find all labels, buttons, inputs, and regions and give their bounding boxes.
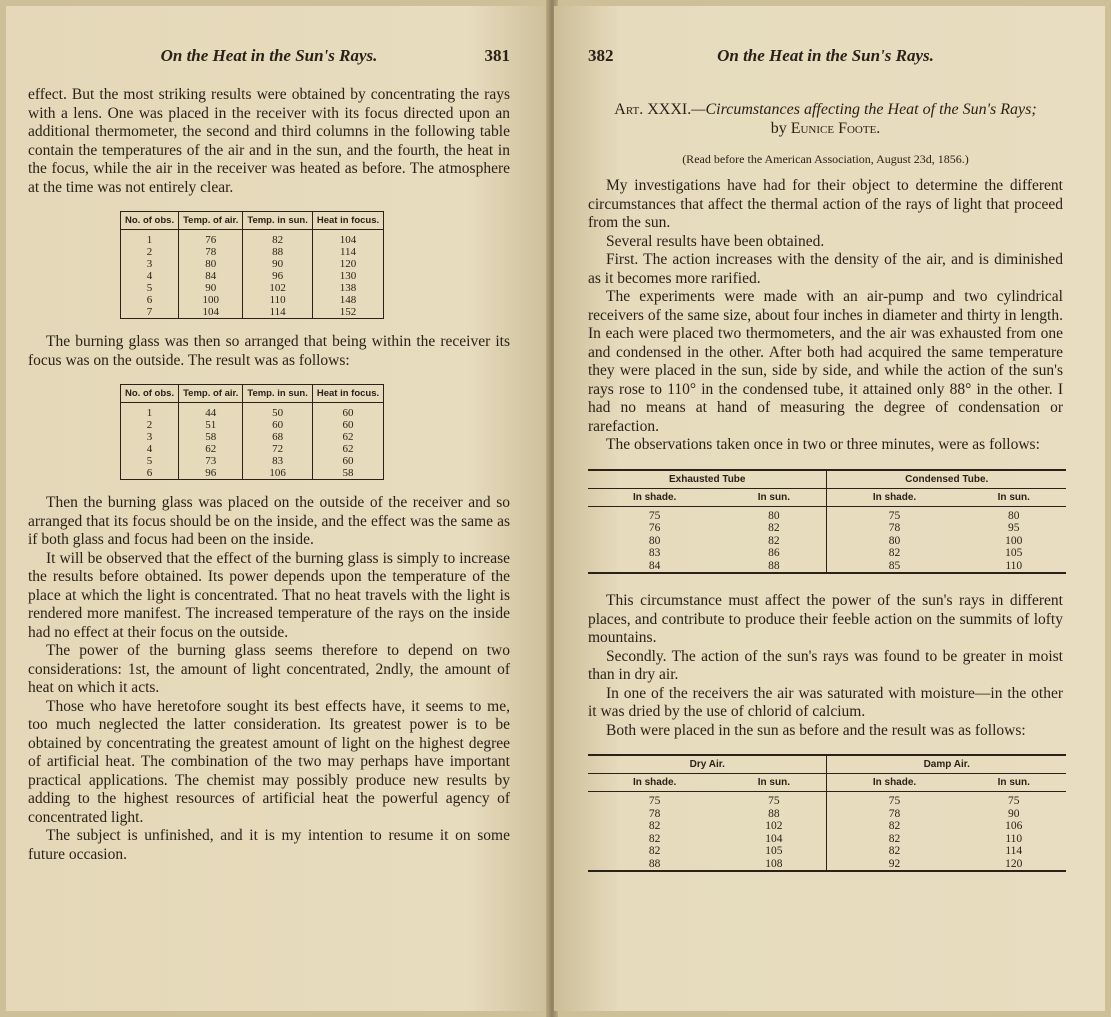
table-cell: 80 xyxy=(179,258,243,270)
table-cell: 110 xyxy=(1005,559,1023,572)
table-cell: 60 xyxy=(342,407,354,419)
table-row xyxy=(121,443,384,455)
table-cell: 6 xyxy=(121,294,179,306)
table-group-header: Exhausted Tube xyxy=(588,470,827,489)
table-cell: 86 xyxy=(768,547,780,559)
running-title: On the Heat in the Sun's Rays. xyxy=(160,46,378,65)
table-row xyxy=(588,808,1066,821)
article-label: Art. XXXI. xyxy=(614,101,692,118)
table-cell: 76 xyxy=(648,522,661,534)
table-cell: 76 xyxy=(179,230,243,247)
left-page xyxy=(6,6,550,1011)
table-cell: 62 xyxy=(342,443,354,455)
article-author xyxy=(588,119,1063,138)
table-cell: 62 xyxy=(179,443,243,455)
table-cell: 60 xyxy=(342,455,354,467)
article-title-text: —Circumstances affecting the Heat of the Sun's Rays; xyxy=(691,101,1037,118)
table-cell: 80 xyxy=(1008,509,1020,522)
table-cell: 68 xyxy=(243,431,313,443)
table-header: In sun. xyxy=(962,774,1066,792)
table-cell: 3 xyxy=(121,431,179,443)
paragraph: The burning glass was then so arranged that being within the receiver its focus was on the outside. The result was as follows: xyxy=(28,333,510,369)
table-cell: 105 xyxy=(1005,547,1023,559)
table-cell: 78 xyxy=(827,522,962,535)
paragraph: Both were placed in the sun as before and the result was as follows: xyxy=(606,721,1026,739)
running-title: On the Heat in the Sun's Rays. xyxy=(717,46,934,65)
table-cell: 82 xyxy=(827,820,962,833)
table-cell: 114 xyxy=(243,306,313,319)
paragraph: Then the burning glass was placed on the outside of the receiver and so arranged that its focus should be on the inside, and the effect was the same as if both glass and focus had been on the inside. xyxy=(28,494,510,548)
table-cell: 82 xyxy=(827,547,962,560)
table-cell: 90 xyxy=(243,258,313,270)
paragraph: In one of the receivers the air was saturated with moisture—in the other it was dried by the use of chlorid of calcium. xyxy=(588,684,1063,720)
table-cell: 102 xyxy=(243,282,313,294)
data-table-focus-outside xyxy=(120,384,384,480)
table-cell: 62 xyxy=(342,431,354,443)
table-cell: 82 xyxy=(768,534,780,547)
table-cell: 148 xyxy=(339,294,357,306)
table-cell: 106 xyxy=(243,467,313,480)
table-group-header: Condensed Tube. xyxy=(827,470,1066,489)
author-by: by xyxy=(770,120,787,137)
table-header: In shade. xyxy=(827,774,962,792)
table-row xyxy=(121,455,384,467)
table-row xyxy=(121,282,384,294)
table-cell: 60 xyxy=(342,419,354,431)
read-note: (Read before the American Association, August 23d, 1856.) xyxy=(682,152,969,166)
paragraph: The power of the burning glass seems therefore to depend on two considerations: 1st, the amount of light concentrated, 2ndly, the amount of heat on which it acts. xyxy=(28,642,510,696)
table-cell: 96 xyxy=(179,467,243,480)
table-cell: 60 xyxy=(243,419,313,431)
table-cell: 4 xyxy=(121,270,179,282)
table-row xyxy=(121,294,384,306)
table-cell: 84 xyxy=(179,270,243,282)
table-cell: 51 xyxy=(179,419,243,431)
article-title xyxy=(588,100,1063,138)
table-cell: 80 xyxy=(648,534,661,547)
table-cell: 114 xyxy=(1005,845,1023,857)
table-row xyxy=(121,306,384,319)
table-row xyxy=(121,431,384,443)
table-cell: 82 xyxy=(827,833,962,846)
table-cell: 80 xyxy=(827,535,962,548)
table-cell: 80 xyxy=(768,509,780,522)
table-cell: 75 xyxy=(827,792,962,808)
paragraph: The observations taken once in two or three minutes, were as follows: xyxy=(606,436,1040,453)
paragraph: Those who have heretofore sought its best effects have, it seems to me, too much neglected the latter consideration. Its greatest power is to be obtained by concentrating the greatest amount of light on the highest degree of artificial heat. The combination of the two may perhaps have important practical applications. The chemist may possibly produce new results by adding to the highest resources of artificial heat the powerful agency of concentrated light. xyxy=(28,697,510,826)
table-cell: 102 xyxy=(765,820,783,832)
table-cell: 75 xyxy=(768,795,780,807)
table-row xyxy=(588,792,1066,808)
table-cell: 82 xyxy=(648,845,661,857)
table-row xyxy=(588,560,1066,574)
table-cell: 7 xyxy=(121,306,179,319)
table-cell: 58 xyxy=(179,431,243,443)
table-cell: 6 xyxy=(121,467,179,480)
table-cell: 138 xyxy=(339,282,357,294)
table-cell: 100 xyxy=(179,294,243,306)
table-cell: 75 xyxy=(827,506,962,522)
table-cell: 4 xyxy=(121,443,179,455)
table-header: In sun. xyxy=(721,488,827,506)
table-cell: 58 xyxy=(342,467,354,479)
paragraph: It will be observed that the effect of the burning glass is simply to increase the results before obtained. Its power depends upon the temperature of the place at which the light is concentrated. That no heat travels with the light is rendered more manifest. The increased temperature of the rays on the inside had no effect at their focus on the outside. xyxy=(28,549,510,641)
table-cell: 84 xyxy=(648,559,661,572)
paragraph: Secondly. The action of the sun's rays was found to be greater in moist than in dry air. xyxy=(588,647,1063,683)
table-header: Heat in focus. xyxy=(312,212,383,230)
table-cell: 114 xyxy=(339,246,357,258)
table-cell: 90 xyxy=(1008,807,1020,820)
paragraph: This circumstance must affect the power of the sun's rays in different places, and contribute to produce their feeble action on the summits of lofty mountains. xyxy=(588,592,1063,646)
table-row xyxy=(121,467,384,480)
table-header: No. of obs. xyxy=(121,385,179,403)
table-cell: 82 xyxy=(827,845,962,858)
table-cell: 108 xyxy=(765,857,783,870)
data-table-focus-inside xyxy=(120,211,384,319)
paragraph: My investigations have had for their object to determine the different circumstances that affect the thermal action of the rays of light that proceed from the sun. xyxy=(588,177,1063,231)
table-row xyxy=(588,833,1066,846)
page-number: 382 xyxy=(588,46,614,65)
table-row xyxy=(588,820,1066,833)
table-cell: 106 xyxy=(1005,820,1023,832)
data-table-dry-damp xyxy=(588,754,1066,872)
table-group-header: Dry Air. xyxy=(588,755,827,774)
table-header: In sun. xyxy=(962,488,1066,506)
paragraph: Several results have been obtained. xyxy=(606,232,825,250)
table-cell: 82 xyxy=(243,230,313,247)
table-header: Temp. in sun. xyxy=(243,212,313,230)
table-cell: 75 xyxy=(648,509,661,522)
paragraph: The subject is unfinished, and it is my intention to resume it on some future occasion. xyxy=(28,827,510,863)
table-cell: 105 xyxy=(765,845,783,857)
table-cell: 120 xyxy=(1005,857,1023,870)
table-header: No. of obs. xyxy=(121,212,179,230)
table-cell: 82 xyxy=(768,522,780,534)
table-cell: 88 xyxy=(243,246,313,258)
table-cell: 3 xyxy=(121,258,179,270)
table-cell: 83 xyxy=(648,547,661,559)
table-cell: 90 xyxy=(179,282,243,294)
table-header: Temp. of air. xyxy=(179,212,243,230)
table-cell: 73 xyxy=(179,455,243,467)
table-cell: 2 xyxy=(121,246,179,258)
table-cell: 5 xyxy=(121,455,179,467)
data-table-tubes xyxy=(588,469,1066,575)
paragraph: effect. But the most striking results were obtained by concentrating the rays with a lens. One was placed in the receiver with its focus directed upon an additional thermometer, the second and third columns in the following table contain the temperatures of the air and in the sun, and the fourth, the heat in the focus, while the air in the receiver was heated as before. The atmosphere at the time was not entirely clear. xyxy=(28,86,510,196)
table-row xyxy=(121,230,384,247)
right-page xyxy=(554,6,1105,1011)
table-row xyxy=(588,858,1066,872)
table-header: Temp. of air. xyxy=(179,385,243,403)
author-name: Eunice Foote. xyxy=(790,120,881,137)
table-header: In shade. xyxy=(588,488,721,506)
table-cell: 78 xyxy=(648,807,661,820)
table-row xyxy=(121,270,384,282)
table-cell: 50 xyxy=(243,403,313,420)
table-cell: 85 xyxy=(827,560,962,574)
table-row xyxy=(588,522,1066,535)
table-header: Heat in focus. xyxy=(312,385,383,403)
table-cell: 88 xyxy=(768,559,780,572)
table-cell: 78 xyxy=(827,808,962,821)
table-cell: 78 xyxy=(179,246,243,258)
paragraph: First. The action increases with the density of the air, and is diminished as it becomes more rarified. xyxy=(588,251,1063,287)
table-cell: 96 xyxy=(243,270,313,282)
table-row xyxy=(588,845,1066,858)
table-row xyxy=(121,258,384,270)
table-cell: 104 xyxy=(765,832,783,845)
running-head xyxy=(28,46,510,86)
table-cell: 110 xyxy=(1005,832,1023,845)
table-cell: 75 xyxy=(648,795,661,807)
table-row xyxy=(121,419,384,431)
table-cell: 5 xyxy=(121,282,179,294)
table-row xyxy=(121,246,384,258)
table-group-header: Damp Air. xyxy=(827,755,1066,774)
table-cell: 83 xyxy=(243,455,313,467)
table-row xyxy=(588,547,1066,560)
table-row xyxy=(588,535,1066,548)
table-cell: 88 xyxy=(648,857,661,870)
table-header: In shade. xyxy=(588,774,721,792)
running-head xyxy=(588,46,1063,86)
table-cell: 92 xyxy=(827,858,962,872)
table-cell: 104 xyxy=(179,306,243,319)
table-cell: 82 xyxy=(648,820,661,832)
table-cell: 88 xyxy=(768,807,780,820)
table-header: Temp. in sun. xyxy=(243,385,313,403)
table-cell: 44 xyxy=(179,403,243,420)
table-cell: 1 xyxy=(121,230,179,247)
table-cell: 75 xyxy=(1008,795,1020,807)
paragraph: The experiments were made with an air-pump and two cylindrical receivers of the same size, about four inches in diameter and thirty in length. In each were placed two thermometers, and the air was exhausted from one and condensed in the other. After both had acquired the same temperature they were placed in the sun, side by side, and while the action of the sun's rays rose to 110° in the condensed tube, it attained only 88° in the other. I had no means at hand of measuring the degree of condensation or rarefaction. xyxy=(588,288,1063,435)
table-cell: 82 xyxy=(648,832,661,845)
table-cell: 152 xyxy=(339,306,357,318)
table-row xyxy=(121,403,384,420)
table-cell: 2 xyxy=(121,419,179,431)
table-cell: 120 xyxy=(339,258,357,270)
table-cell: 130 xyxy=(339,270,357,282)
table-row xyxy=(588,506,1066,522)
table-header: In sun. xyxy=(721,774,827,792)
page-number: 381 xyxy=(484,46,510,65)
table-cell: 1 xyxy=(121,403,179,420)
table-cell: 72 xyxy=(243,443,313,455)
table-header: In shade. xyxy=(827,488,962,506)
table-cell: 110 xyxy=(243,294,313,306)
table-cell: 95 xyxy=(1008,522,1020,534)
table-cell: 100 xyxy=(1005,534,1023,547)
table-cell: 104 xyxy=(339,234,357,246)
